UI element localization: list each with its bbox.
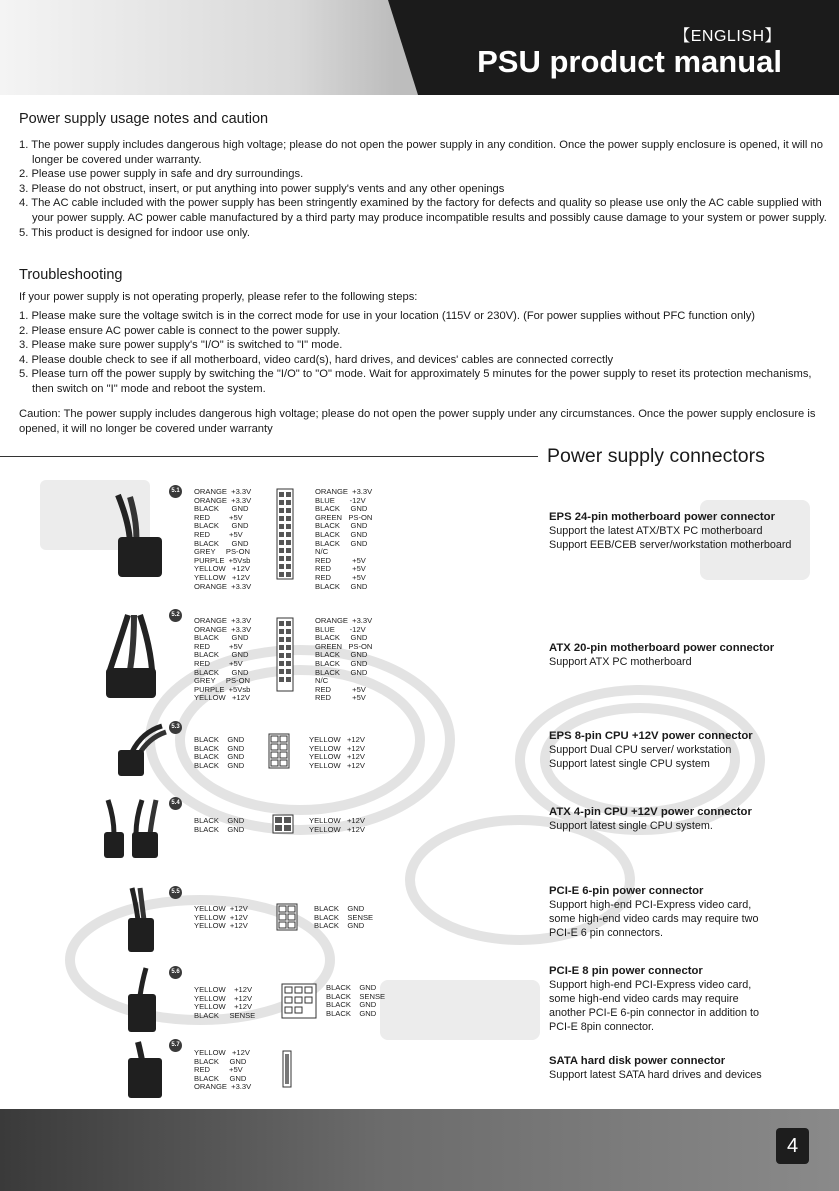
- pcie6-text: Support high-end PCI-Express video card, some high-end video cards may require two PCI-E 6 pin connectors.: [549, 899, 759, 939]
- eps8-cable-icon: [112, 722, 170, 782]
- sata-pinout: YELLOW +12V BLACK GND RED +5V BLACK GND ORANGE +3.3V: [194, 1048, 252, 1092]
- pcie8-left-pinout: YELLOW +12V YELLOW +12V YELLOW +12V BLACK SENSE: [194, 985, 256, 1020]
- atx4-description: [549, 805, 831, 833]
- atx20-cable-icon: [100, 610, 170, 705]
- language-label: 【ENGLISH】: [674, 28, 781, 45]
- atx4-left-pinout: BLACK GND BLACK GND: [194, 816, 245, 834]
- usage-heading: Power supply usage notes and caution: [19, 111, 269, 127]
- manual-title: PSU product manual: [477, 44, 782, 79]
- pcie6-left-pinout: YELLOW +12V YELLOW +12V YELLOW +12V: [194, 904, 248, 931]
- pcie6-description: [549, 884, 831, 940]
- pcie8-title: PCI-E 8 pin power connector: [549, 965, 703, 977]
- usage-item: 3. Please do not obstruct, insert, or put anything into power supply's vents and any other openings: [19, 182, 505, 195]
- atx4-right-pinout: YELLOW +12V YELLOW +12V: [309, 816, 365, 834]
- troubleshooting-item: 4. Please double check to see if all motherboard, video card(s), hard drives, and devices' cables are connected correctly: [19, 353, 614, 366]
- connector-badge: 5.7: [169, 1039, 182, 1052]
- usage-item: 2. Please use power supply in safe and dry surroundings.: [19, 168, 304, 181]
- usage-item: 4. The AC cable included with the power supply has been stringently examined by the factory for defects and quality so please use only the AC cable supplied with your power supply. AC power cable manufactured by a third party may produce incompatible results and possibly cause damage to your system or power supply.: [19, 197, 827, 224]
- eps24-title: EPS 24-pin motherboard power connector: [549, 511, 775, 523]
- pcie8-right-pinout: BLACK GND BLACK SENSE BLACK GND BLACK GND: [326, 983, 386, 1018]
- eps24-pin-diagram: [276, 488, 294, 580]
- connectors-heading: Power supply connectors: [547, 445, 765, 467]
- connector-badge: 5.1: [169, 485, 182, 498]
- troubleshooting-item: 1. Please make sure the voltage switch is in the correct mode for use in your location (115V or 230V). (For power supplies without PFC function only): [19, 310, 756, 322]
- sata-cable-icon: [124, 1040, 168, 1100]
- atx20-right-pinout: ORANGE +3.3V BLUE -12V BLACK GND GREEN PS-ON BLACK GND BLACK GND BLACK GND N/C RED +5V RED +5V: [315, 616, 373, 703]
- eps24-text: Support the latest ATX/BTX PC motherboard Support EEB/CEB server/workstation motherboard: [549, 525, 792, 551]
- sata-text: Support latest SATA hard drives and devices: [549, 1069, 762, 1081]
- pcie6-cable-icon: [122, 886, 166, 956]
- troubleshooting-heading: Troubleshooting: [19, 267, 123, 283]
- eps8-left-pinout: BLACK GND BLACK GND BLACK GND BLACK GND: [194, 735, 245, 770]
- eps8-text: Support Dual CPU server/ workstation Support latest single CPU system: [549, 744, 732, 770]
- eps8-description: [549, 729, 831, 771]
- troubleshooting-item: 3. Please make sure power supply's "I/O" is switched to "I" mode.: [19, 339, 343, 352]
- connector-badge: 5.3: [169, 721, 182, 734]
- eps8-title: EPS 8-pin CPU +12V power connector: [549, 730, 753, 742]
- troubleshooting-item: 5. Please turn off the power supply by switching the "I/O" to "O" mode. Wait for approximately 5 minutes for the power supply to reset its protection mechanisms, then switch on "I" mode and reboot the system.: [19, 368, 812, 395]
- eps24-right-pinout: ORANGE +3.3V BLUE -12V BLACK GND GREEN PS-ON BLACK GND BLACK GND BLACK GND N/C RED +5V RED +5V RED +5V BLACK GND: [315, 487, 373, 591]
- troubleshooting-item: 2. Please ensure AC power cable is connect to the power supply.: [19, 324, 341, 337]
- troubleshooting-list: [19, 309, 831, 397]
- troubleshooting-intro: If your power supply is not operating properly, please refer to the following steps:: [19, 291, 418, 303]
- pcie8-cable-icon: [124, 966, 168, 1036]
- eps24-description: [549, 510, 831, 552]
- atx20-left-pinout: ORANGE +3.3V ORANGE +3.3V BLACK GND RED +5V BLACK GND RED +5V BLACK GND GREY PS-ON PURPLE +5Vsb YELLOW +12V: [194, 616, 252, 703]
- section-divider: [0, 456, 538, 457]
- pcie8-description: [549, 964, 831, 1034]
- connector-badge: 5.5: [169, 886, 182, 899]
- pcie6-right-pinout: BLACK GND BLACK SENSE BLACK GND: [314, 904, 374, 931]
- eps8-right-pinout: YELLOW +12V YELLOW +12V YELLOW +12V YELLOW +12V: [309, 735, 365, 770]
- footer-band: [0, 1109, 839, 1191]
- usage-list: [19, 138, 831, 240]
- sata-title: SATA hard disk power connector: [549, 1055, 726, 1067]
- connector-badge: 5.4: [169, 797, 182, 810]
- connector-badge: 5.2: [169, 609, 182, 622]
- sata-description: [549, 1054, 831, 1082]
- atx20-text: Support ATX PC motherboard: [549, 656, 692, 668]
- atx4-pin-diagram: [272, 814, 296, 834]
- sata-pin-diagram: [282, 1050, 294, 1088]
- eps24-cable-icon: [110, 485, 168, 580]
- eps8-pin-diagram: [268, 733, 292, 769]
- eps24-left-pinout: ORANGE +3.3V ORANGE +3.3V BLACK GND RED +5V BLACK GND RED +5V BLACK GND GREY PS-ON PURPLE +5Vsb YELLOW +12V YELLOW +12V ORANGE +3.3V: [194, 487, 252, 591]
- pcie6-pin-diagram: [276, 903, 300, 931]
- pcie8-pin-diagram: [281, 983, 317, 1019]
- usage-item: 1. The power supply includes dangerous high voltage; please do not open the power supply in any condition. Once the power supply enclosure is opened, it will no longer be covered under warranty.: [19, 139, 823, 166]
- atx20-title: ATX 20-pin motherboard power connector: [549, 642, 775, 654]
- atx20-description: [549, 641, 831, 669]
- pcie6-title: PCI-E 6-pin power connector: [549, 885, 704, 897]
- atx4-cable-icon: [102, 798, 170, 862]
- atx4-title: ATX 4-pin CPU +12V power connector: [549, 806, 752, 818]
- usage-item: 5. This product is designed for indoor use only.: [19, 226, 250, 239]
- page-number: 4: [776, 1128, 809, 1164]
- atx4-text: Support latest single CPU system.: [549, 820, 713, 832]
- caution-text: Caution: The power supply includes dangerous high voltage; please do not open the power supply under any circumstances. Once the power supply enclosure is opened, it will no longer be covered under warranty: [19, 408, 816, 435]
- connector-badge: 5.6: [169, 966, 182, 979]
- atx20-pin-diagram: [276, 617, 294, 692]
- pcie8-text: Support high-end PCI-Express video card, some high-end video cards may require another PCI-E 6-pin connector in addition to PCI-E 8pin connector.: [549, 979, 760, 1033]
